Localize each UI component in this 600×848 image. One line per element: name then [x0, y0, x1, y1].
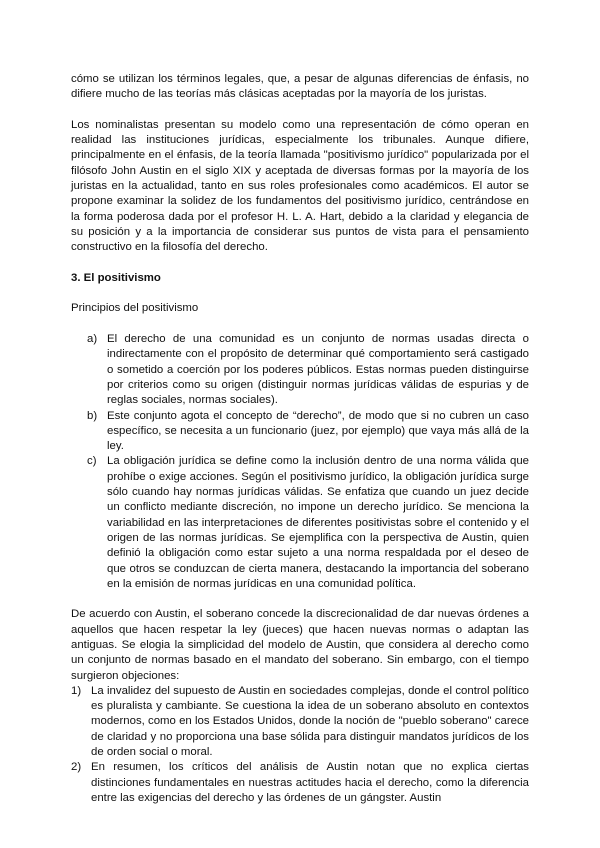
list-marker: c)	[87, 455, 97, 468]
list-item	[87, 409, 529, 455]
list-item	[87, 454, 529, 592]
list-item-text: El derecho de una comunidad es un conjunto de normas usadas directa o indirectamente con el propósito de determinar qué comportamiento será castigado o sometido a coerción por los poderes públicos. Estas normas pueden distinguirse por criterios como su origen (distinguir normas jurídicas válidas de espurias y de reglas sociales, normas sociales).	[107, 333, 529, 407]
list-item-text: Este conjunto agota el concepto de “derecho”, de modo que si no cubren un caso específico, se necesita a un funcionario (juez, por ejemplo) que vaya más allá de la ley.	[107, 409, 529, 453]
section-subheading: Principios del positivismo	[71, 302, 199, 315]
list-item	[71, 684, 529, 760]
paragraph-nominalists: Los nominalistas presentan su modelo como una representación de cómo operan en realidad las instituciones jurídicas, especialmente los tribunales. Aunque difiere, principalmente en el énfasis, de la teoría llamada "positivismo jurídico" popularizada por el filósofo John Austin en el siglo XIX y aceptada de diversas formas por la mayoría de los juristas en la actualidad, tanto en sus roles profesionales como académicos. El autor se propone examinar la solidez de los fundamentos del positivismo jurídico, centrándose en la forma poderosa dada por el profesor H. L. A. Hart, debido a la claridad y elegancia de su posición y a la importancia de considerar sus puntos de vista para el pensamiento constructivo en la filosofía del derecho.	[71, 118, 529, 254]
list-marker: 1)	[71, 684, 82, 697]
list-item	[71, 760, 529, 806]
principles-list	[71, 332, 529, 592]
list-item-text: La obligación jurídica se define como la inclusión dentro de una norma válida que prohíbe o exige acciones. Según el positivismo jurídico, la obligación jurídica surge sólo cuando hay normas jurídicas válidas. Se enfatiza que cuando un juez decide un conflicto mediante discreción, no impone un derecho jurídico. Se menciona la variabilidad en las interpretaciones de diferentes positivistas sobre el contenido y el origen de las normas jurídicas. Se ejemplifica con la perspectiva de Austin, quien definió la obligación como estar sujeto a una norma respaldada por el deseo de que otros se conduzcan de cierta manera, destacando la importancia del soberano en la emisión de normas jurídicas en una comunidad política.	[107, 455, 529, 590]
list-marker: a)	[87, 333, 98, 346]
list-item	[87, 332, 529, 408]
paragraph-austin: De acuerdo con Austin, el soberano concede la discrecionalidad de dar nuevas órdenes a aquellos que hacen respetar la ley (jueces) que hacen nuevas normas o adaptan las antiguas. Se elogia la simplicidad del modelo de Austin, que considera al derecho como un conjunto de normas basado en el mandato del soberano. Sin embargo, con el tiempo surgieron objeciones:	[71, 608, 529, 682]
section-heading: 3. El positivismo	[71, 271, 161, 284]
list-marker: 2)	[71, 761, 82, 774]
paragraph-intro: cómo se utilizan los términos legales, que, a pesar de algunas diferencias de énfasis, no difiere mucho de las teorías más clásicas aceptadas por la mayoría de los juristas.	[71, 73, 529, 101]
document-page	[71, 72, 529, 806]
list-item-text: En resumen, los críticos del análisis de Austin notan que no explica ciertas distinciones fundamentales en nuestras actitudes hacia el derecho, como la diferencia entre las exigencias del derecho y las órdenes de un gángster. Austin	[91, 761, 529, 804]
objections-list	[71, 684, 529, 806]
list-marker: b)	[87, 409, 98, 422]
list-item-text: La invalidez del supuesto de Austin en sociedades complejas, donde el control político es pluralista y cambiante. Se cuestiona la idea de un soberano absoluto en contextos modernos, como en los Estados Unidos, donde la noción de "pueblo soberano" carece de claridad y no proporciona una base sólida para distinguir mandatos jurídicos de los de orden social o moral.	[91, 684, 529, 759]
